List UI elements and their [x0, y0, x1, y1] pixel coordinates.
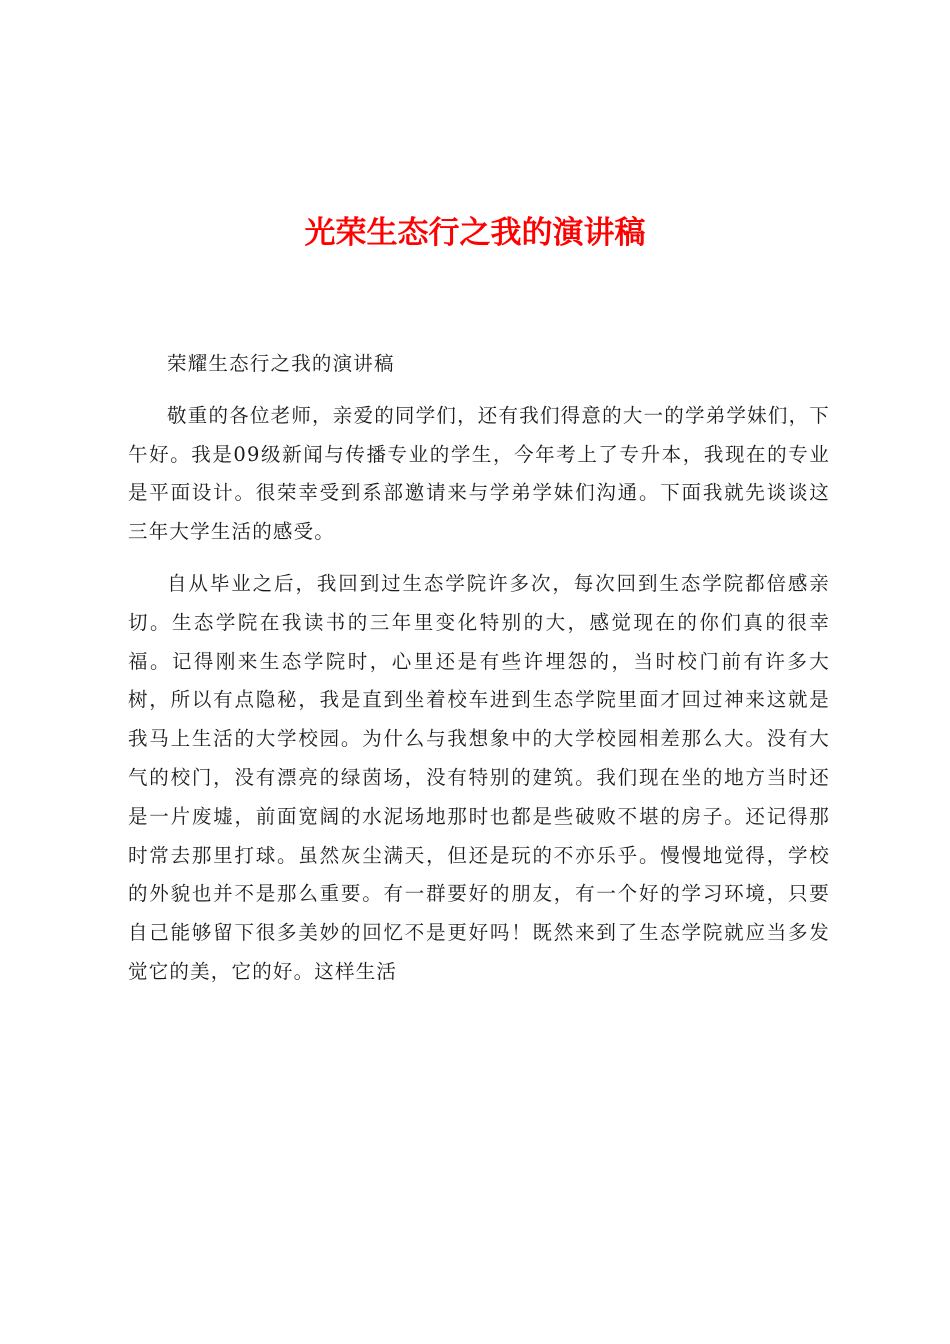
document-title: 光荣生态行之我的演讲稿: [304, 215, 646, 251]
speech-heading: 荣耀生态行之我的演讲稿: [167, 352, 395, 375]
document-body: [128, 345, 830, 1005]
paragraph-memories: 自从毕业之后，我回到过生态学院许多次，每次回到生态学院都倍感亲切。生态学院在我读书的三年里变化特别的大，感觉现在的你们真的很幸福。记得刚来生态学院时，心里还是有些许埋怨的，当时校门前有许多大树，所以有点隐秘，我是直到坐着校车进到生态学院里面才回过神来这就是我马上生活的大学校园。为什么与我想象中的大学校园相差那么大。没有大气的校门，没有漂亮的绿茵场，没有特别的建筑。我们现在坐的地方当时还是一片废墟，前面宽阔的水泥场地那时也都是些破败不堪的房子。还记得那时常去那里打球。虽然灰尘满天，但还是玩的不亦乐乎。慢慢地觉得，学校的外貌也并不是那么重要。有一群要好的朋友，有一个好的学习环境，只要自己能够留下很多美妙的回忆不是更好吗！既然来到了生态学院就应当多发觉它的美，它的好。这样生活: [128, 571, 830, 983]
paragraph-greeting: 敬重的各位老师，亲爱的同学们，还有我们得意的大一的学弟学妹们，下午好。我是09级新闻与传播专业的学生，今年考上了专升本，我现在的专业是平面设计。很荣幸受到系部邀请来与学弟学妹们沟通。下面我就先谈谈这三年大学生活的感受。: [128, 403, 830, 544]
